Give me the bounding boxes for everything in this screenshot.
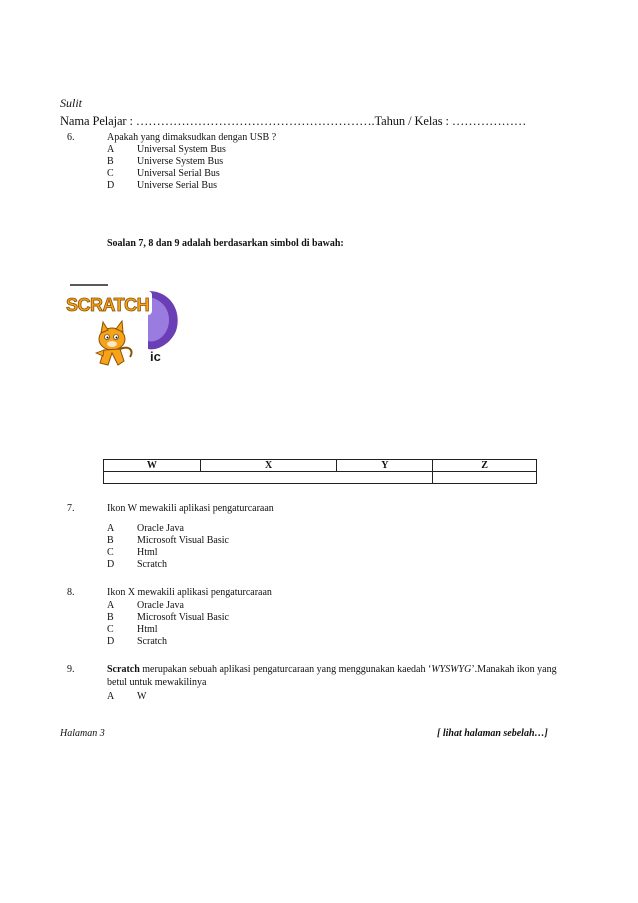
question-number: 7. [67,503,75,514]
question-number: 9. [67,664,75,675]
symbol-table [103,459,537,484]
option-text: Html [137,547,158,558]
symbol-intro: Soalan 7, 8 dan 9 adalah berdasarkan simbol di bawah: [107,238,344,249]
option-letter: D [107,559,115,570]
question-text: Ikon W mewakili aplikasi pengaturcaraan [107,503,274,514]
option-letter: D [107,636,115,647]
header-z: Z [433,460,537,472]
table-header-row [104,460,537,472]
option-text: Universal Serial Bus [137,168,220,179]
option-letter: B [107,156,114,167]
question-number: 6. [67,132,75,143]
question-text: Apakah yang dimaksudkan dengan USB ? [107,132,277,143]
option-letter: B [107,535,114,546]
symbol-images [60,283,180,373]
question-text: Ikon X mewakili aplikasi pengaturcaraan [107,587,272,598]
question-text-part: ’.Manakah ikon yang betul untuk mewakilinya [107,664,557,688]
option-letter: D [107,180,115,191]
page-number: Halaman 3 [60,728,105,739]
scratch-and-vb-logos [60,283,180,375]
student-name-line: Nama Pelajar : ………………………………………………….Tahun / Kelas : ……………… [60,114,527,128]
scratch-logo-icon [64,291,152,315]
option-text: Universal System Bus [137,144,226,155]
option-text: Scratch [137,559,167,570]
option-letter: A [107,523,115,534]
option-text: Html [137,624,158,635]
option-text: Oracle Java [137,523,184,534]
option-letter: B [107,612,114,623]
option-letter: C [107,624,114,635]
visual-basic-logo-icon [148,291,178,349]
svg-text:SCRATCH: SCRATCH [66,295,150,315]
option-letter: C [107,547,114,558]
header-x: X [200,460,337,472]
question-number: 8. [67,587,75,598]
option-text: Microsoft Visual Basic [137,612,229,623]
svg-text:ic: ic [150,349,161,364]
scratch-cat-icon [96,321,132,365]
option-text: Universe System Bus [137,156,224,167]
option-text: Universe Serial Bus [137,180,217,191]
question-text [107,663,567,689]
next-page-note: [ lihat halaman sebelah…] [437,728,548,739]
answer-cell [104,472,433,484]
option-letter: A [107,144,115,155]
option-letter: C [107,168,114,179]
sulit-label: Sulit [60,96,83,110]
option-letter: A [107,600,115,611]
answer-cell [433,472,537,484]
option-text: W [137,691,147,702]
question-text-part: merupakan sebuah aplikasi pengaturcaraan yang menggunakan kaedah ‘ [139,664,432,675]
scratch-bold-word: Scratch [107,664,140,675]
wysiwyg-term: WYSWYG [431,664,472,675]
table-answer-row [104,472,537,484]
header-y: Y [337,460,433,472]
option-text: Scratch [137,636,167,647]
option-text: Oracle Java [137,600,184,611]
option-text: Microsoft Visual Basic [137,535,229,546]
option-letter: A [107,691,115,702]
header-w: W [104,460,201,472]
